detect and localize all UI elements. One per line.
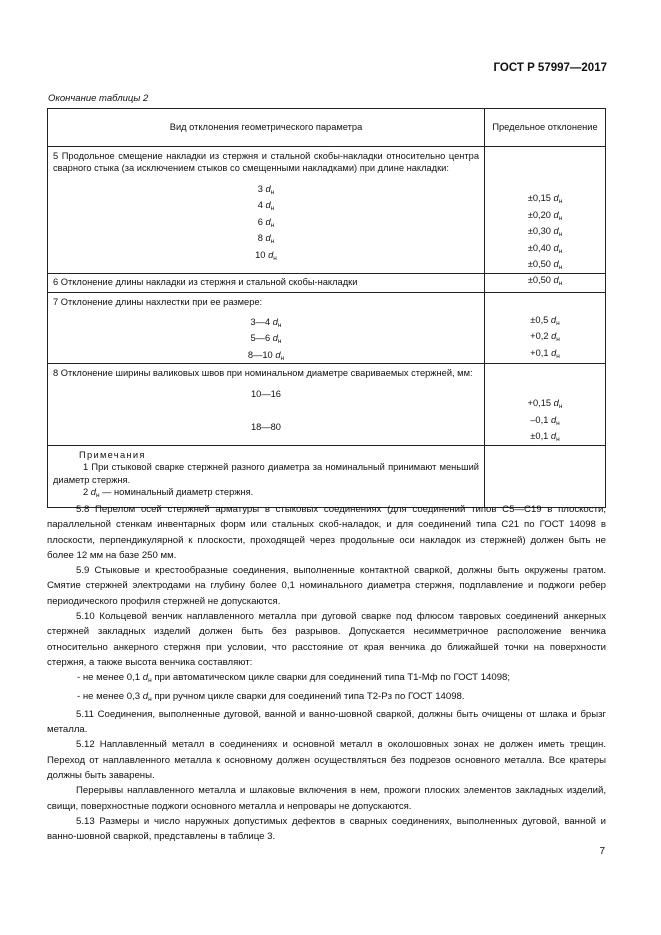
row5-item-1-value: ±0,15 $d_н$ bbox=[527, 193, 563, 205]
row7-item-2-value: +0,2 $d_н$ bbox=[530, 331, 560, 343]
row5-item-5-value: ±0,50 $d_н$ bbox=[527, 259, 563, 271]
table-row-8 bbox=[48, 364, 606, 446]
row7-item-3-label: 8—10 $d_н$ bbox=[247, 349, 285, 362]
paragraph-5-8: 5.8 Перелом осей стержней арматуры в стыковых соединениях (для соединений типов С5—С19 в плоскости, параллельной стенкам инвентарных форм или стальных скоб-наладок, и для соединений типа С21 по ГОСТ 14098 в плоскости, перпендикулярной к плоскости, проходящей через продольные оси накладок из стержней) должен быть не более 12 мм на базе 250 мм. bbox=[47, 504, 606, 561]
row8-spacer bbox=[48, 402, 484, 419]
row7-item-1-label: 3—4 $d_н$ bbox=[250, 316, 282, 329]
body-text bbox=[47, 502, 606, 845]
header-parameter: Вид отклонения геометрического параметра bbox=[48, 109, 485, 147]
table-row-5 bbox=[48, 147, 606, 274]
note-1: 1 При стыковой сварке стержней разного диаметра за номинальный принимают меньший диаметр стержня. bbox=[53, 462, 479, 485]
paragraph-5-13: 5.13 Размеры и число наружных допустимых дефектов в сварных соединениях, выполненных дуговой, ванной и ванно-шовной сваркой, представлены в таблице 3. bbox=[47, 815, 606, 843]
row7-title: 7 Отклонение длины нахлестки при ее размере: bbox=[53, 296, 263, 307]
list-item-2: - не менее 0,3 $d_н$ при ручном цикле сварки для соединений типа Т2-Рз по ГОСТ 14098. bbox=[77, 690, 465, 703]
note-2: 2 $d_н$ — номинальный диаметр стержня. bbox=[83, 487, 254, 500]
paragraph-5-11: 5.11 Соединения, выполненные дуговой, ванной и ванно-шовной сваркой, должны быть очищены от шлака и брызг металла. bbox=[47, 708, 606, 736]
document-code: ГОСТ Р 57997—2017 bbox=[493, 62, 607, 74]
row7-description bbox=[48, 292, 485, 364]
row5-item-2-value: ±0,20 $d_н$ bbox=[527, 209, 563, 222]
row8-description bbox=[48, 364, 485, 446]
row5-item-3-value: ±0,30 $d_н$ bbox=[527, 226, 563, 238]
row7-values bbox=[485, 292, 606, 364]
table-notes bbox=[48, 445, 485, 507]
row6-value: ±0,50 $d_н$ bbox=[485, 273, 606, 292]
table-notes-row bbox=[48, 445, 606, 507]
row5-description bbox=[48, 147, 485, 274]
row5-item-4-value: ±0,40 $d_н$ bbox=[527, 242, 563, 255]
row7-item-3-value: +0,1 $d_н$ bbox=[530, 347, 560, 360]
row8-value-2: ±0,1 $d_н$ bbox=[530, 431, 560, 444]
header-tolerance: Предельное отклонение bbox=[485, 109, 606, 147]
row8-value-1b: –0,1 $d_н$ bbox=[530, 414, 560, 427]
paragraph-5-10: 5.10 Кольцевой венчик наплавленного металла при дуговой сварке под флюсом тавровых соединений анкерных стержней закладных изделий должен быть без разрывов. Допускается несимметричное расположение венчика относительно анкерного стержня при условии, что расстояние от края венчика до ближайшей точки на поверхности стержня, а также высота венчика составляют: bbox=[47, 611, 606, 668]
row8-value-1a: +0,15 $d_н$ bbox=[527, 398, 563, 411]
row5-item-2-label: 4 $d_н$ bbox=[257, 200, 275, 213]
row5-values bbox=[485, 147, 606, 274]
table-row-6 bbox=[48, 273, 606, 292]
deviation-table bbox=[47, 108, 606, 508]
paragraph-5-9: 5.9 Стыковые и крестообразные соединения, выполненные контактной сваркой, должны быть окружены гратом. Смятие стержней электродами на глубину более 0,1 номинального диаметра стержня, подплавление и поджоги ребер периодического профиля стержней не допускаются. bbox=[47, 565, 606, 607]
notes-heading: Примечания bbox=[79, 449, 146, 460]
table-caption: Окончание таблицы 2 bbox=[48, 93, 149, 104]
row6-description: 6 Отклонение длины накладки из стержня и стальной скобы-накладки bbox=[48, 273, 485, 292]
row7-item-2-label: 5—6 $d_н$ bbox=[250, 333, 282, 346]
row8-values bbox=[485, 364, 606, 446]
table-header-row bbox=[48, 109, 606, 147]
page-number: 7 bbox=[599, 846, 605, 857]
row5-item-4-label: 8 $d_н$ bbox=[257, 233, 275, 246]
row5-item-3-label: 6 $d_н$ bbox=[257, 216, 275, 229]
row5-item-5-label: 10 $d_н$ bbox=[255, 249, 277, 262]
row8-label-1: 10—16 bbox=[251, 388, 281, 399]
row7-item-1-value: ±0,5 $d_н$ bbox=[530, 314, 560, 327]
row8-title: 8 Отклонение ширины валиковых швов при номинальном диаметре свариваемых стержней, мм: bbox=[53, 368, 473, 379]
row8-label-2: 18—80 bbox=[251, 421, 281, 432]
row5-item-1-label: 3 $d_н$ bbox=[257, 183, 275, 196]
paragraph-5-12-continued: Перерывы наплавленного металла и шлаковые включения в нем, прожоги плоских элементов закладных изделий, свищи, поверхностные поджоги основного металла и непровары не допускаются. bbox=[47, 785, 606, 812]
table-notes-empty bbox=[485, 445, 606, 507]
row5-title: 5 Продольное смещение накладки из стержня и стальной скобы-накладки относительно центра сварного стыка (за исключением стыков со смещенными накладками) при длине накладки: bbox=[53, 151, 479, 174]
paragraph-5-12: 5.12 Наплавленный металл в соединениях и основной металл в околошовных зонах не должен иметь трещин. Переход от наплавленного металла к основному должен осуществляться без подрезов основного металла. Все кратеры должны быть заварены. bbox=[47, 739, 606, 782]
list-item-1: - не менее 0,1 $d_н$ при автоматическом цикле сварки для соединений типа Т1-Мф по ГОСТ 14098; bbox=[77, 672, 511, 685]
table-row-7 bbox=[48, 292, 606, 364]
